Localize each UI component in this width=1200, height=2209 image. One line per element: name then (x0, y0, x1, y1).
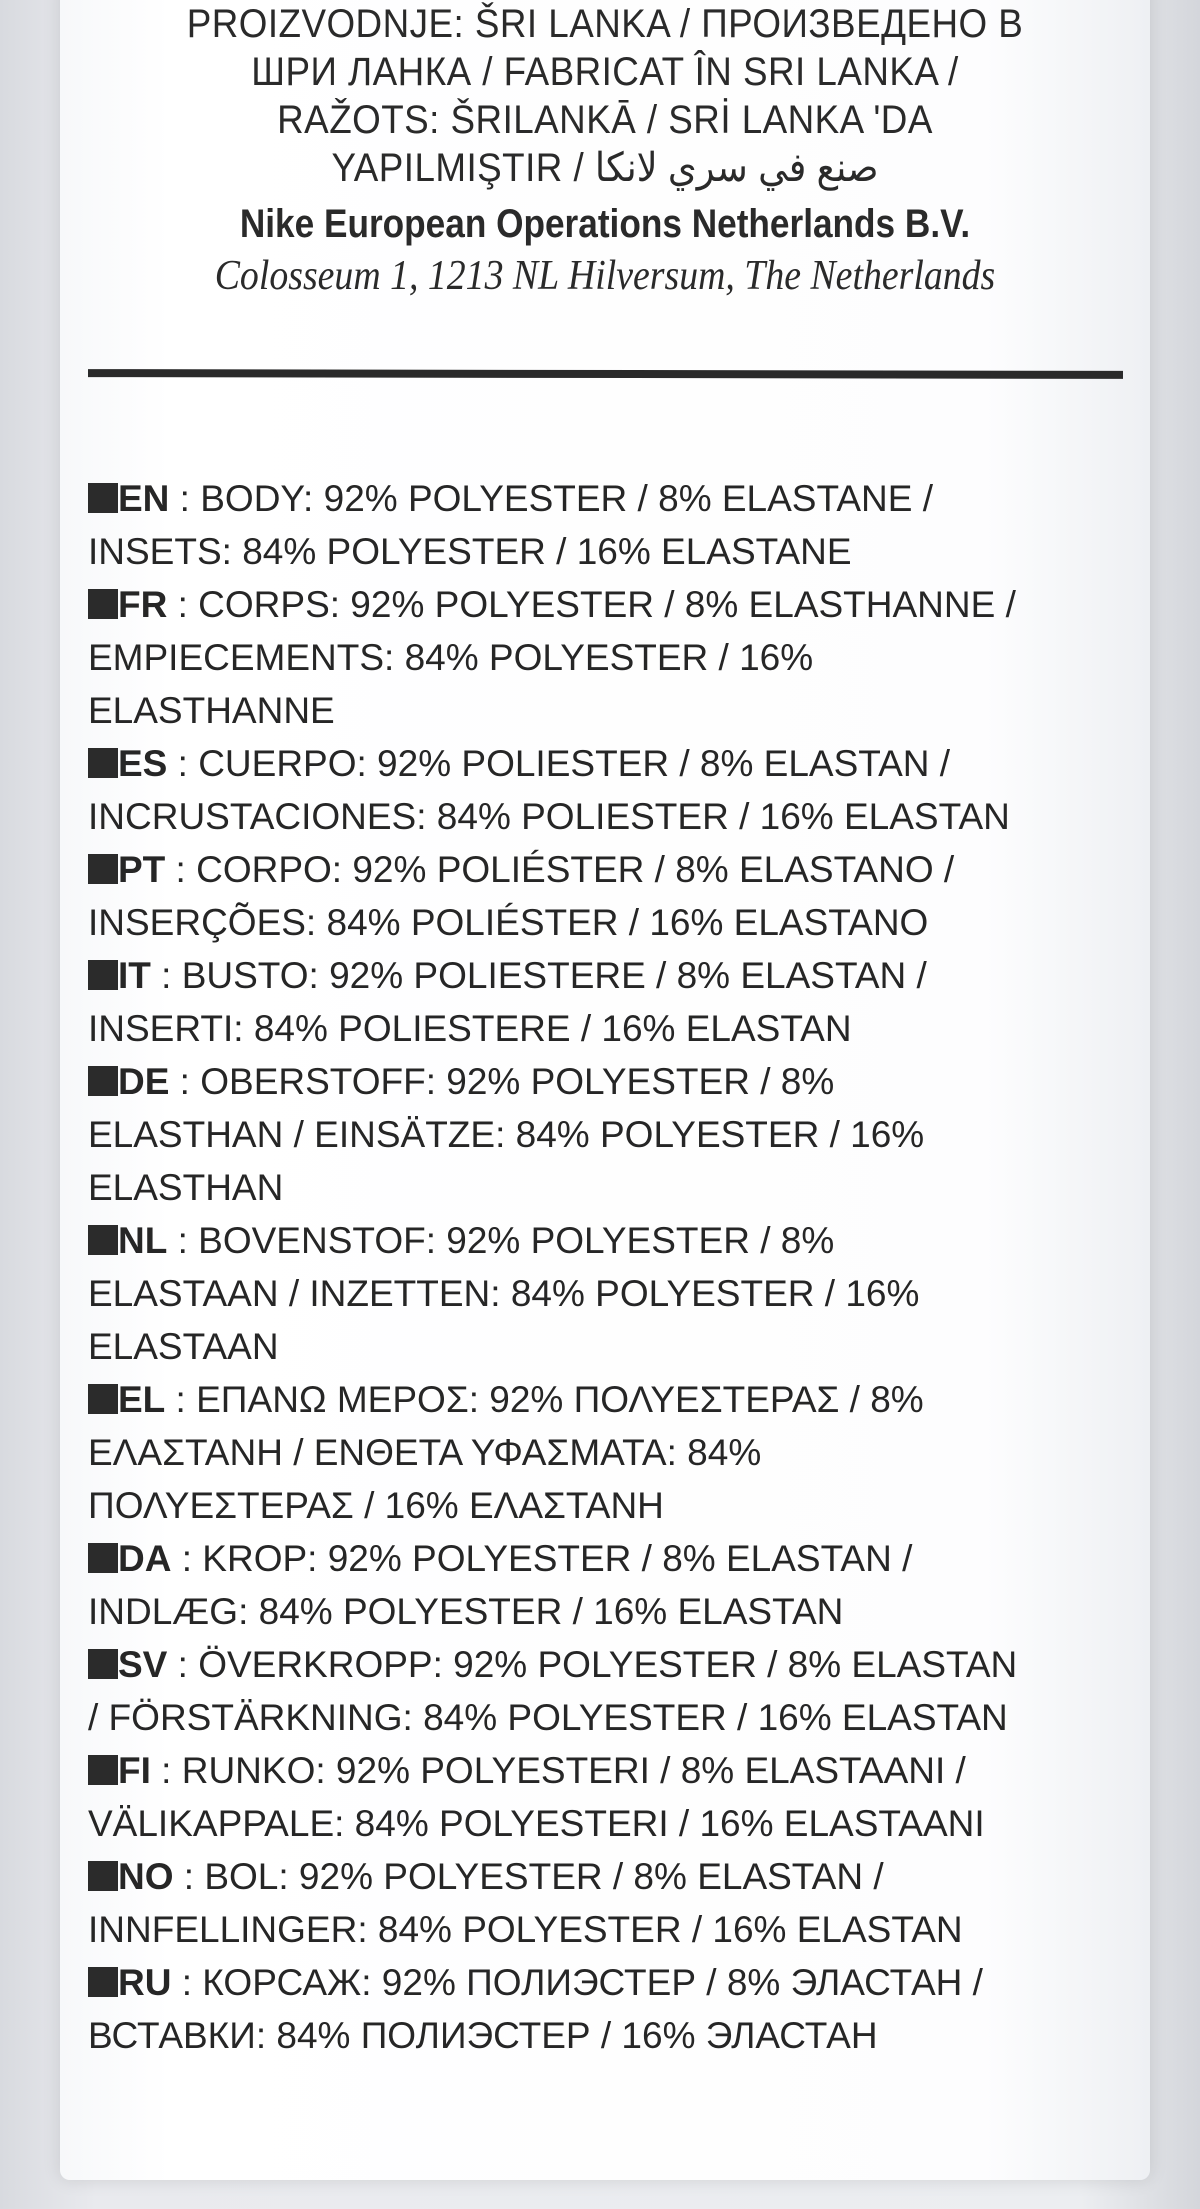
square-bullet-icon (88, 483, 118, 513)
origin-line-3: RAŽOTS: ŠRILANKĀ / SRİ LANKA 'DA (277, 98, 933, 142)
language-code: ES (118, 743, 168, 784)
language-code: RU (118, 1962, 172, 2003)
language-code: NO (118, 1856, 174, 1897)
language-code: PT (118, 849, 166, 890)
language-code: DA (118, 1538, 172, 1579)
square-bullet-icon (88, 748, 118, 778)
composition-line (88, 1797, 1148, 1850)
composition-line (88, 1850, 1148, 1903)
composition-text: INDLÆG: 84% POLYESTER / 16% ELASTAN (88, 1591, 844, 1632)
composition-text: : KROP: 92% POLYESTER / 8% ELASTAN / (171, 1538, 913, 1579)
composition-text: ВСТАВКИ: 84% ПОЛИЭСТЕР / 16% ЭЛАСТАН (88, 2015, 878, 2056)
composition-text: ΠΟΛΥΕΣΤΕΡΑΣ / 16% ΕΛΑΣΤΑΝΗ (88, 1485, 664, 1526)
origin-line-1: PROIZVODNJE: ŠRI LANKA / ПРОИЗВЕДЕНО В (186, 2, 1024, 46)
square-bullet-icon (88, 1066, 118, 1096)
composition-line (88, 790, 1148, 843)
composition-line (88, 1903, 1148, 1956)
composition-entry-fr (88, 578, 1148, 737)
composition-entry-el (88, 1373, 1148, 1532)
composition-text: VÄLIKAPPALE: 84% POLYESTERI / 16% ELASTAANI (88, 1803, 985, 1844)
composition-list (88, 472, 1148, 2062)
composition-text: : BUSTO: 92% POLIESTERE / 8% ELASTAN / (150, 955, 927, 996)
origin-line-4: YAPILMIŞTIR / صنع في سري لانكا (331, 146, 879, 190)
composition-text: : ΕΠΑΝΩ ΜΕΡΟΣ: 92% ΠΟΛΥΕΣΤΕΡΑΣ / 8% (165, 1379, 924, 1420)
composition-entry-da (88, 1532, 1148, 1638)
composition-text: ELASTHANNE (88, 690, 335, 731)
square-bullet-icon (88, 1861, 118, 1891)
composition-entry-no (88, 1850, 1148, 1956)
composition-entry-de (88, 1055, 1148, 1214)
composition-text: ELASTHAN (88, 1167, 284, 1208)
composition-line (88, 1638, 1148, 1691)
language-code: SV (118, 1644, 168, 1685)
composition-text: INCRUSTACIONES: 84% POLIESTER / 16% ELASTAN (88, 796, 1010, 837)
composition-line (88, 472, 1148, 525)
composition-entry-pt (88, 843, 1148, 949)
composition-line (88, 843, 1148, 896)
composition-entry-es (88, 737, 1148, 843)
composition-line (88, 1002, 1148, 1055)
square-bullet-icon (88, 589, 118, 619)
composition-entry-sv (88, 1638, 1148, 1744)
composition-text: ELASTAAN (88, 1326, 279, 1367)
composition-text: : CORPO: 92% POLIÉSTER / 8% ELASTANO / (165, 849, 955, 890)
composition-line (88, 896, 1148, 949)
composition-line (88, 1532, 1148, 1585)
composition-line (88, 1691, 1148, 1744)
composition-line (88, 525, 1148, 578)
composition-line (88, 1744, 1148, 1797)
origin-line-2: ШРИ ЛАНКА / FABRICAT ÎN SRI LANKA / (251, 50, 959, 94)
composition-line (88, 1267, 1148, 1320)
composition-text: : ÖVERKROPP: 92% POLYESTER / 8% ELASTAN (167, 1644, 1018, 1685)
composition-text: INSERTI: 84% POLIESTERE / 16% ELASTAN (88, 1008, 852, 1049)
composition-line (88, 1055, 1148, 1108)
square-bullet-icon (88, 960, 118, 990)
composition-line (88, 1320, 1148, 1373)
composition-text: : CUERPO: 92% POLIESTER / 8% ELASTAN / (167, 743, 951, 784)
square-bullet-icon (88, 1384, 118, 1414)
composition-text: : BOL: 92% POLYESTER / 8% ELASTAN / (173, 1856, 884, 1897)
composition-text: / FÖRSTÄRKNING: 84% POLYESTER / 16% ELASTAN (88, 1697, 1008, 1738)
composition-entry-en (88, 472, 1148, 578)
language-code: EN (118, 478, 170, 519)
language-code: EL (118, 1379, 166, 1420)
composition-text: EMPIECEMENTS: 84% POLYESTER / 16% (88, 637, 814, 678)
square-bullet-icon (88, 1543, 118, 1573)
composition-line (88, 1956, 1148, 2009)
composition-text: : RUNKO: 92% POLYESTERI / 8% ELASTAANI / (150, 1750, 966, 1791)
composition-line (88, 2009, 1148, 2062)
square-bullet-icon (88, 1755, 118, 1785)
composition-line (88, 737, 1148, 790)
composition-text: : КОРСАЖ: 92% ПОЛИЭСТЕР / 8% ЭЛАСТАН / (171, 1962, 983, 2003)
company-address: Colosseum 1, 1213 NL Hilversum, The Netherlands (214, 253, 996, 299)
square-bullet-icon (88, 1967, 118, 1997)
composition-line (88, 1479, 1148, 1532)
composition-line (88, 1161, 1148, 1214)
composition-text: : BODY: 92% POLYESTER / 8% ELASTANE / (169, 478, 933, 519)
language-code: DE (118, 1061, 170, 1102)
square-bullet-icon (88, 854, 118, 884)
composition-line (88, 1108, 1148, 1161)
composition-text: INNFELLINGER: 84% POLYESTER / 16% ELASTAN (88, 1909, 963, 1950)
composition-text: : BOVENSTOF: 92% POLYESTER / 8% (167, 1220, 835, 1261)
language-code: IT (118, 955, 151, 996)
language-code: NL (118, 1220, 168, 1261)
composition-text: : OBERSTOFF: 92% POLYESTER / 8% (169, 1061, 835, 1102)
composition-text: INSERÇÕES: 84% POLIÉSTER / 16% ELASTANO (88, 902, 929, 943)
square-bullet-icon (88, 1225, 118, 1255)
composition-entry-ru (88, 1956, 1148, 2062)
composition-entry-fi (88, 1744, 1148, 1850)
company-name: Nike European Operations Netherlands B.V. (239, 202, 971, 246)
composition-line (88, 1373, 1148, 1426)
language-code: FI (118, 1750, 151, 1791)
composition-line (88, 578, 1148, 631)
composition-text: ELASTHAN / EINSÄTZE: 84% POLYESTER / 16% (88, 1114, 925, 1155)
composition-text: ELASTAAN / INZETTEN: 84% POLYESTER / 16% (88, 1273, 920, 1314)
square-bullet-icon (88, 1649, 118, 1679)
composition-entry-nl (88, 1214, 1148, 1373)
composition-text: : CORPS: 92% POLYESTER / 8% ELASTHANNE / (167, 584, 1016, 625)
composition-line (88, 1214, 1148, 1267)
composition-text: ΕΛΑΣΤΑΝΗ / ΕΝΘΕΤΑ ΥΦΑΣΜΑΤΑ: 84% (88, 1432, 762, 1473)
composition-line (88, 1426, 1148, 1479)
composition-line (88, 1585, 1148, 1638)
composition-line (88, 631, 1148, 684)
composition-entry-it (88, 949, 1148, 1055)
label-header (60, 0, 1150, 302)
composition-text: INSETS: 84% POLYESTER / 16% ELASTANE (88, 531, 852, 572)
composition-line (88, 949, 1148, 1002)
composition-line (88, 684, 1148, 737)
language-code: FR (118, 584, 168, 625)
